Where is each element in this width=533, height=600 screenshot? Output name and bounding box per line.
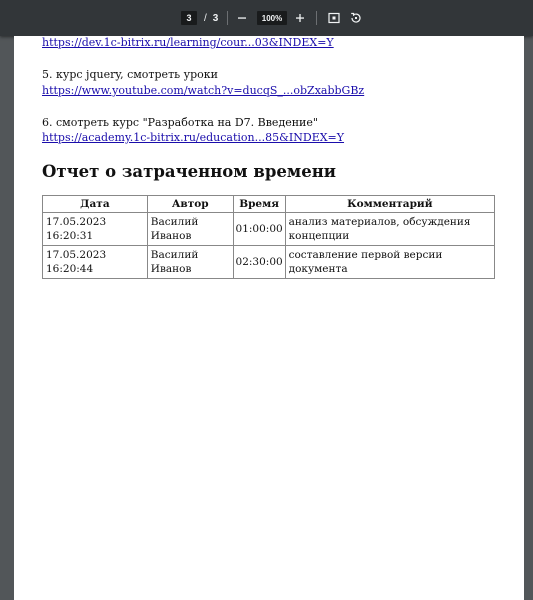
- zoom-out-button[interactable]: [232, 8, 252, 28]
- date-cell: [43, 213, 148, 246]
- date-cell: [43, 246, 148, 279]
- author-cell: [147, 246, 233, 279]
- current-page-input[interactable]: 3: [181, 11, 197, 25]
- plus-icon: [295, 13, 305, 23]
- column-header-comment: Комментарий: [285, 196, 494, 213]
- table-row: [43, 213, 495, 246]
- date-value: 17.05.2023: [46, 249, 107, 261]
- youtube-link[interactable]: https://www.youtube.com/watch?v=ducqS_...obZxabbGBz: [42, 84, 365, 97]
- page-navigation: [181, 0, 218, 36]
- minus-icon: [237, 13, 247, 23]
- zoom-in-button[interactable]: [290, 8, 310, 28]
- time-report-table: [42, 195, 495, 279]
- column-header-time: Время: [233, 196, 285, 213]
- author-cell: [147, 213, 233, 246]
- column-header-date: Дата: [43, 196, 148, 213]
- author-last-name: Иванов: [150, 230, 192, 242]
- toolbar-divider: [316, 11, 317, 25]
- author-first-name: Василий: [150, 216, 199, 228]
- page-separator: /: [204, 12, 207, 24]
- table-row: [43, 246, 495, 279]
- author-first-name: Василий: [150, 249, 199, 261]
- pdf-toolbar: [0, 0, 533, 36]
- column-header-author: Автор: [147, 196, 233, 213]
- total-pages: 3: [212, 12, 219, 24]
- zoom-level-input[interactable]: 100%: [257, 11, 287, 25]
- rotate-icon: [350, 12, 362, 24]
- course-link[interactable]: https://dev.1c-bitrix.ru/learning/cour...03&INDEX=Y: [42, 36, 334, 49]
- list-item: 6. смотреть курс "Разработка на D7. Введение": [42, 116, 318, 129]
- fit-to-page-button[interactable]: [324, 8, 344, 28]
- toolbar-divider: [227, 11, 228, 25]
- report-heading: Отчет о затраченном времени: [42, 162, 337, 181]
- list-item: 5. курс jquery, смотреть уроки: [42, 68, 218, 81]
- time-of-day-value: 16:20:31: [46, 230, 94, 242]
- date-value: 17.05.2023: [46, 216, 107, 228]
- duration-cell: 01:00:00: [233, 213, 285, 246]
- fit-page-icon: [328, 12, 340, 24]
- academy-link[interactable]: https://academy.1c-bitrix.ru/education...85&INDEX=Y: [42, 131, 345, 144]
- time-of-day-value: 16:20:44: [46, 263, 94, 275]
- comment-cell: анализ материалов, обсуждения концепции: [285, 213, 494, 246]
- table-header-row: [43, 196, 495, 213]
- author-last-name: Иванов: [150, 263, 192, 275]
- pdf-page: [14, 36, 524, 600]
- comment-cell: составление первой версии документа: [285, 246, 494, 279]
- rotate-button[interactable]: [346, 8, 366, 28]
- duration-cell: 02:30:00: [233, 246, 285, 279]
